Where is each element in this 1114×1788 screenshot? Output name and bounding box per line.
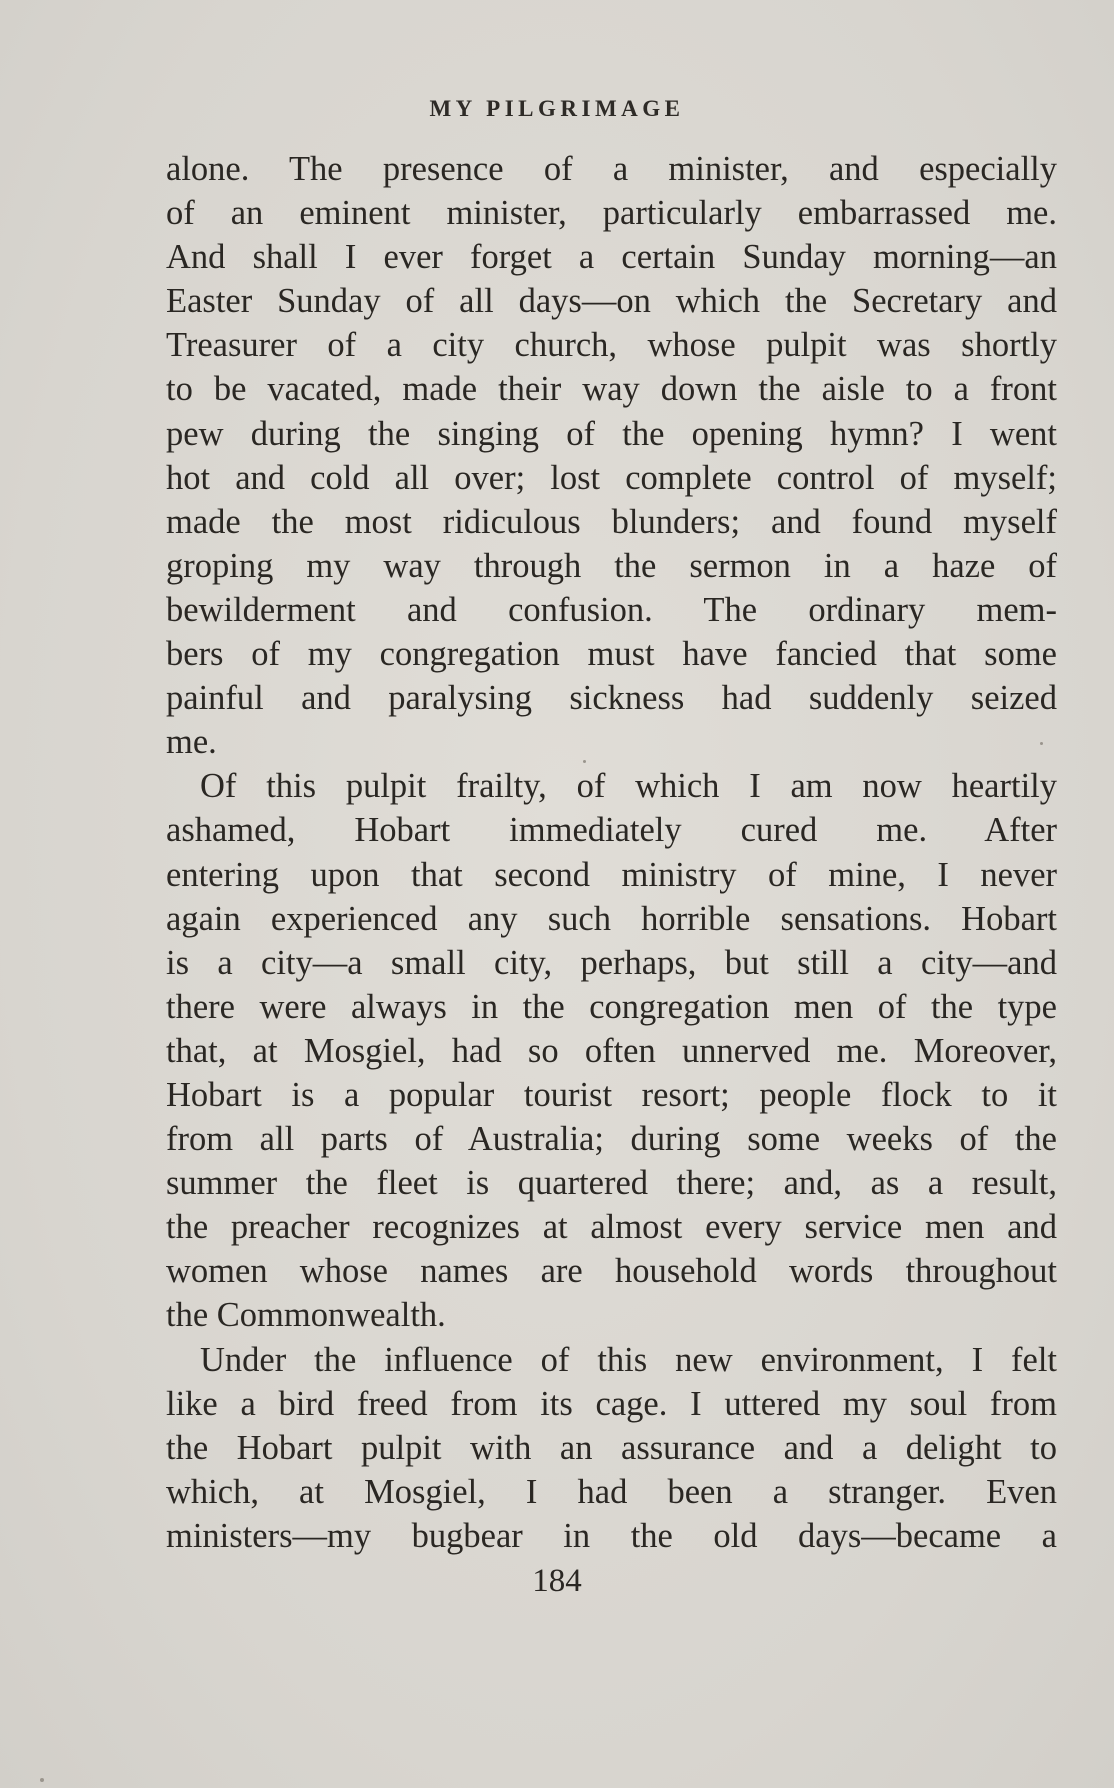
text-line: of an eminent minister, particularly embarrassed me.: [166, 194, 1057, 233]
text-line: women whose names are household words throughout: [166, 1252, 1057, 1291]
text-line: alone. The presence of a minister, and especially: [166, 150, 1057, 188]
text-line: pew during the singing of the opening hymn? I went: [166, 414, 1057, 453]
text-line: Under the influence of this new environment, I felt: [200, 1340, 1057, 1379]
text-line: to be vacated, made their way down the aisle to a front: [166, 370, 1057, 409]
paper-speck: [1040, 742, 1043, 745]
paper-speck: [40, 1778, 44, 1782]
paragraph-1: [166, 147, 1057, 764]
text-line: hot and cold all over; lost complete control of myself;: [166, 458, 1057, 497]
text-line: the Commonwealth.: [166, 1296, 446, 1335]
text-line: And shall I ever forget a certain Sunday morning—an: [166, 238, 1057, 277]
text-line: Treasurer of a city church, whose pulpit was shortly: [166, 326, 1057, 365]
text-line: made the most ridiculous blunders; and found myself: [166, 502, 1057, 541]
paragraph-3: [166, 1338, 1057, 1558]
text-line: the preacher recognizes at almost every service men and: [166, 1208, 1057, 1247]
text-line: ministers—my bugbear in the old days—became a: [166, 1516, 1057, 1555]
text-line: summer the fleet is quartered there; and, as a result,: [166, 1164, 1057, 1203]
text-line: the Hobart pulpit with an assurance and a delight to: [166, 1428, 1057, 1467]
paragraph-2: [166, 764, 1057, 1337]
text-line: that, at Mosgiel, had so often unnerved me. Moreover,: [166, 1031, 1057, 1070]
text-line: groping my way through the sermon in a haze of: [166, 546, 1057, 585]
text-line: bewilderment and confusion. The ordinary mem-: [166, 590, 1057, 629]
text-line: like a bird freed from its cage. I uttered my soul from: [166, 1384, 1057, 1423]
page-number: 184: [532, 1563, 582, 1599]
text-line: Easter Sunday of all days—on which the Secretary and: [166, 282, 1057, 321]
body-text: [166, 147, 1057, 1558]
text-line: ashamed, Hobart immediately cured me. After: [166, 811, 1057, 850]
paper-speck: [583, 760, 586, 763]
text-line: from all parts of Australia; during some weeks of the: [166, 1120, 1057, 1159]
text-line: painful and paralysing sickness had suddenly seized: [166, 679, 1057, 718]
text-line: Of this pulpit frailty, of which I am now heartily: [200, 767, 1057, 806]
text-line: again experienced any such horrible sensations. Hobart: [166, 899, 1057, 938]
text-line: which, at Mosgiel, I had been a stranger. Even: [166, 1472, 1057, 1511]
text-line: entering upon that second ministry of mine, I never: [166, 855, 1057, 894]
running-head: MY PILGRIMAGE: [429, 96, 685, 121]
text-line: bers of my congregation must have fancied that some: [166, 635, 1057, 674]
text-line: Hobart is a popular tourist resort; people flock to it: [166, 1075, 1057, 1114]
text-line: is a city—a small city, perhaps, but still a city—and: [166, 943, 1057, 982]
text-line: there were always in the congregation men of the type: [166, 987, 1057, 1026]
text-line: me.: [166, 723, 217, 762]
